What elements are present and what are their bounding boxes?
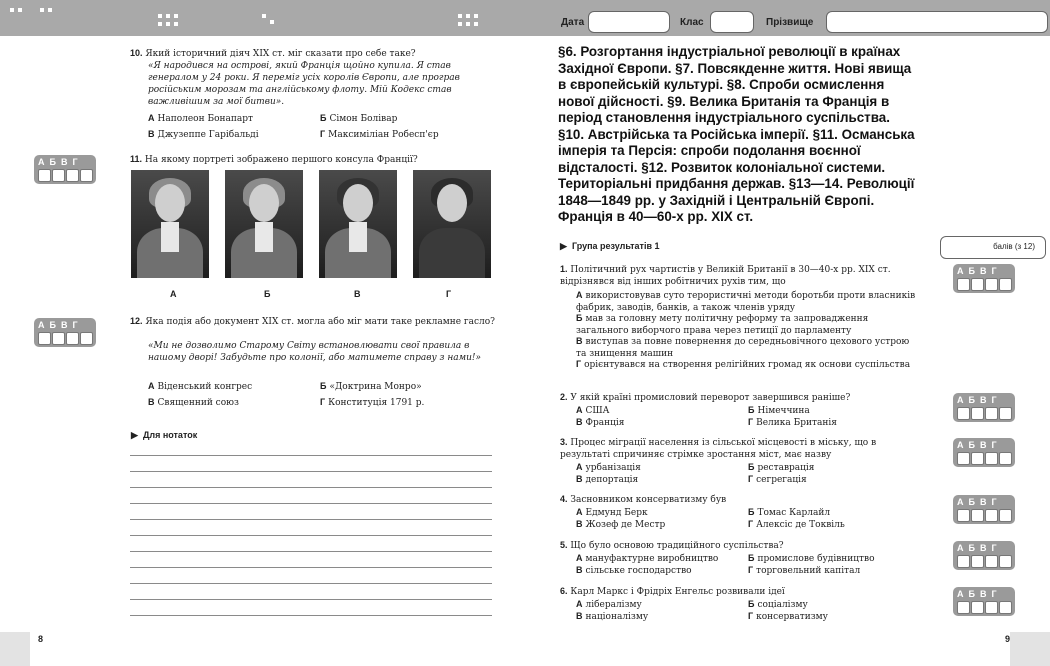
question-number: 10. [130, 48, 143, 58]
portrait-a-image[interactable] [131, 170, 209, 278]
class-field[interactable] [710, 11, 754, 33]
note-line[interactable] [130, 551, 492, 552]
q1-option-d[interactable]: Г орієнтувався на створення релігійних громад як основи суспільства [576, 359, 911, 370]
question-12-quote: «Ми не дозволимо Старому Світу встановлювати свої правила в нашому дворі! Забудьте про колонії, або матимете справу з нами!» [148, 341, 481, 363]
q5-option-a[interactable]: А мануфактурне виробництво [576, 553, 719, 564]
note-line[interactable] [130, 503, 492, 504]
q3-option-d[interactable]: Г сегрегація [748, 474, 807, 485]
answer-box-q2[interactable]: АБВГ [953, 393, 1015, 422]
q2-option-c[interactable]: В Франція [576, 417, 625, 428]
note-line[interactable] [130, 583, 492, 584]
q6-option-a[interactable]: А лібералізму [576, 599, 642, 610]
q2-option-b[interactable]: Б Німеччина [748, 405, 810, 416]
note-line[interactable] [130, 599, 492, 600]
question-3: 3. Процес міграції населення із сільської місцевості в міську, що в результаті спричиняє стрімке зростання міст, має назву [560, 437, 877, 460]
portrait-label-c: В [354, 289, 361, 299]
class-label: Клас [680, 17, 704, 28]
answer-box-q6[interactable]: АБВГ [953, 587, 1015, 616]
q1-option-b[interactable]: Б мав за головну мету політичну реформу та запровадження загального виборчого права через петиції до парламенту [576, 313, 869, 336]
q6-option-d[interactable]: Г консерватизму [748, 611, 828, 622]
q4-option-d[interactable]: Г Алексіс де Токвіль [748, 519, 845, 530]
note-line[interactable] [130, 535, 492, 536]
answer-box-q12[interactable]: АБВГ [34, 318, 96, 347]
date-field[interactable] [588, 11, 670, 33]
q10-option-c[interactable]: В Джузеппе Гарібальді [148, 129, 259, 140]
portrait-d-image[interactable] [413, 170, 491, 278]
q12-option-b[interactable]: Б «Доктрина Монро» [320, 381, 422, 392]
question-1: 1. Політичний рух чартистів у Великій Британії в 30—40-х рр. ХІХ ст. відрізнявся від інших робітничих рухів тим, що [560, 264, 891, 287]
question-12: 12. Яка подія або документ ХІХ ст. могла або міг мати таке рекламне гасло? [130, 316, 495, 327]
answer-box-q5[interactable]: АБВГ [953, 541, 1015, 570]
surname-field[interactable] [826, 11, 1048, 33]
q6-option-c[interactable]: В націоналізму [576, 611, 649, 622]
q6-option-b[interactable]: Б соціалізму [748, 599, 808, 610]
q12-option-a[interactable]: А Віденський конгрес [148, 381, 253, 392]
portrait-c-image[interactable] [319, 170, 397, 278]
page-number-left: 8 [38, 634, 44, 644]
note-line[interactable] [130, 567, 492, 568]
portrait-label-b: Б [264, 289, 271, 299]
q5-option-d[interactable]: Г торговельний капітал [748, 565, 861, 576]
q10-option-b[interactable]: Б Сімон Болівар [320, 113, 398, 124]
question-10 [130, 47, 495, 60]
question-4: 4. Засновником консерватизму був [560, 494, 727, 505]
q12-option-c[interactable]: В Священний союз [148, 397, 239, 408]
q4-option-a[interactable]: А Едмунд Берк [576, 507, 648, 518]
note-line[interactable] [130, 455, 492, 456]
q1-option-a[interactable]: А використовував суто терористичні методи боротьби проти власників фабрик, заводів, банків, а також членів уряду [576, 290, 916, 313]
question-10-quote: «Я народився на острові, який Франція щойно купила. Я став генералом у 24 роки. Я переміг усіх королів Європи, але програв російським морозам та англійському флоту. Мій Кодекс став важливішим за мої битви». [148, 61, 460, 107]
note-line[interactable] [130, 487, 492, 488]
answer-box-q11[interactable]: АБВГ [34, 155, 96, 184]
right-page-edge [1010, 632, 1050, 666]
surname-label: Прізвище [766, 17, 814, 28]
note-line[interactable] [130, 519, 492, 520]
q5-option-c[interactable]: В сільське господарство [576, 565, 692, 576]
score-field[interactable] [940, 236, 1046, 259]
q1-option-c[interactable]: В виступав за повне повернення до середньовічного цехового устрою та знищення машин [576, 336, 910, 359]
note-line[interactable] [130, 471, 492, 472]
question-11: 11. На якому портреті зображено першого консула Франції? [130, 154, 418, 165]
note-line[interactable] [130, 615, 492, 616]
q5-option-b[interactable]: Б промислове будівництво [748, 553, 875, 564]
q4-option-c[interactable]: В Жозеф де Местр [576, 519, 666, 530]
q3-option-a[interactable]: А урбанізація [576, 462, 641, 473]
q2-option-a[interactable]: А США [576, 405, 610, 416]
question-5: 5. Що було основою традиційного суспільства? [560, 540, 784, 551]
q10-option-a[interactable]: А Наполеон Бонапарт [148, 113, 253, 124]
question-text: Який історичний діяч ХІХ ст. міг сказати про себе таке? [145, 49, 416, 59]
date-label: Дата [561, 17, 585, 28]
q10-option-d[interactable]: Г Максиміліан Робесп'єр [320, 129, 439, 140]
left-page-edge [0, 632, 30, 666]
page-title: §6. Розгортання індустріальної революції в країнах Західної Європи. §7. Повсякденне життя. Нові явища в європейській культурі. §8. Спроби осмислення нової дійсності. §9. Велика Британія та Франція в період становлення індустріального суспільства. §10. Австрійська та Російська імперії. §11. Османська імперія та Персія: спроби подолання воєнної відсталості. §12. Розвиток колоніальної системи. Територіальні придбання держав. §13—14. Революції 1848—1849 рр. у Західній і Центральній Європі. Франція в 40—60-х рр. ХІХ ст. [558, 44, 915, 224]
answer-box-q4[interactable]: АБВГ [953, 495, 1015, 524]
q2-option-d[interactable]: Г Велика Британія [748, 417, 837, 428]
group-heading: ▶ Група результатів 1 [560, 241, 660, 251]
question-6: 6. Карл Маркс і Фрідріх Енгельс розвивали ідеї [560, 586, 785, 597]
notes-heading: ▶ Для нотаток [131, 430, 198, 440]
portrait-label-a: А [170, 289, 177, 299]
q4-option-b[interactable]: Б Томас Карлайл [748, 507, 831, 518]
q3-option-c[interactable]: В депортація [576, 474, 639, 485]
question-2: 2. У якій країні промисловий переворот завершився раніше? [560, 392, 851, 403]
answer-box-q3[interactable]: АБВГ [953, 438, 1015, 467]
score-label: балів (з 12) [993, 242, 1035, 251]
q12-option-d[interactable]: Г Конституція 1791 р. [320, 397, 425, 408]
page-number-right: 9 [1005, 634, 1011, 644]
q3-option-b[interactable]: Б реставрація [748, 462, 815, 473]
portrait-label-d: Г [446, 289, 452, 299]
portrait-b-image[interactable] [225, 170, 303, 278]
answer-box-q1[interactable]: АБВГ [953, 264, 1015, 293]
